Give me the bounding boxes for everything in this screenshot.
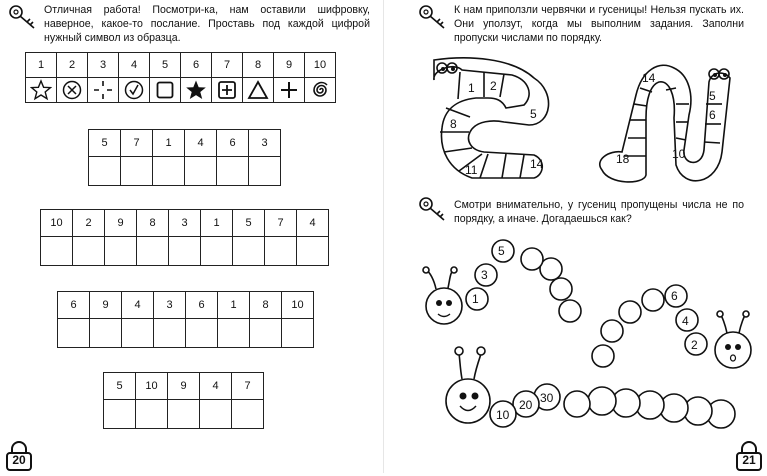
caterpillar1-number: 1	[472, 292, 479, 306]
answer-cell[interactable]	[168, 400, 200, 429]
worm1-number: 11	[465, 163, 478, 177]
caterpillar3-number: 30	[540, 391, 554, 405]
code-number: 10	[282, 292, 314, 319]
answer-cell[interactable]	[201, 237, 233, 266]
caterpillar3-number: 20	[519, 398, 533, 412]
code-number: 10	[41, 210, 73, 237]
code-number: 1	[218, 292, 250, 319]
spiral-icon	[309, 79, 331, 101]
legend-number: 5	[150, 53, 181, 78]
answer-cell[interactable]	[154, 319, 186, 348]
code-number: 5	[104, 373, 136, 400]
code-number: 6	[186, 292, 218, 319]
code-number: 4	[200, 373, 232, 400]
legend-symbol-cell	[150, 78, 181, 103]
code-number: 4	[122, 292, 154, 319]
code-number: 7	[232, 373, 264, 400]
answer-cell[interactable]	[232, 400, 264, 429]
answer-cell[interactable]	[90, 319, 122, 348]
filled-star-icon	[185, 79, 207, 101]
code-number: 4	[297, 210, 329, 237]
code-table-2	[40, 209, 329, 266]
worm1-number: 1	[468, 81, 475, 95]
answer-cell[interactable]	[105, 237, 137, 266]
answer-cell[interactable]	[186, 319, 218, 348]
answer-cell[interactable]	[218, 319, 250, 348]
legend-symbol-cell	[119, 78, 150, 103]
instruction-cipher: Отличная работа! Посмотри-ка, нам оставили шифровку, наверное, какое-то послание. Проставь под каждой цифрой нужный символ из образца.	[44, 4, 370, 44]
code-number: 9	[90, 292, 122, 319]
answer-cell[interactable]	[169, 237, 201, 266]
answer-cell[interactable]	[136, 400, 168, 429]
caterpillar2-number: 2	[691, 338, 698, 352]
worm2-number: 14	[642, 71, 656, 85]
answer-cell[interactable]	[121, 157, 153, 186]
legend-symbol-cell	[305, 78, 336, 103]
code-number: 8	[137, 210, 169, 237]
worm2-number: 10	[672, 147, 686, 161]
cipher-legend-table	[25, 52, 336, 103]
code-number: 10	[136, 373, 168, 400]
page-number-left	[4, 441, 34, 471]
caterpillar1-number: 5	[498, 244, 505, 258]
code-number: 3	[249, 130, 281, 157]
legend-number: 8	[243, 53, 274, 78]
legend-symbol-cell	[26, 78, 57, 103]
worm1-number: 5	[530, 107, 537, 121]
caterpillar-3	[446, 347, 735, 428]
answer-cell[interactable]	[89, 157, 121, 186]
caterpillar1-number: 3	[481, 268, 488, 282]
answer-cell[interactable]	[297, 237, 329, 266]
answer-cell[interactable]	[73, 237, 105, 266]
answer-cell[interactable]	[217, 157, 249, 186]
code-number: 9	[168, 373, 200, 400]
page-number-text: 21	[742, 453, 756, 467]
worm1-number: 14	[530, 157, 544, 171]
square-icon	[154, 79, 176, 101]
circle-check-icon	[123, 79, 145, 101]
right-page	[384, 0, 767, 473]
instruction-worms: К нам приползли червячки и гусеницы! Нельзя пускать их. Они уползут, когда мы выполним задания. Заполни пропуски числами по порядку.	[454, 4, 744, 44]
legend-number: 7	[212, 53, 243, 78]
worm2-number: 18	[616, 152, 630, 166]
answer-cell[interactable]	[41, 237, 73, 266]
code-number: 1	[201, 210, 233, 237]
key-icon	[8, 4, 38, 30]
answer-cell[interactable]	[153, 157, 185, 186]
legend-number: 2	[57, 53, 88, 78]
legend-number: 3	[88, 53, 119, 78]
worm1-number: 8	[450, 117, 457, 131]
star-icon	[30, 79, 52, 101]
legend-symbol-cell	[57, 78, 88, 103]
worm2-number: 5	[709, 89, 716, 103]
legend-number: 4	[119, 53, 150, 78]
answer-cell[interactable]	[200, 400, 232, 429]
page-number-text: 20	[12, 453, 26, 467]
dashed-cross-icon	[92, 79, 114, 101]
circle-x-icon	[61, 79, 83, 101]
boxed-plus-icon	[216, 79, 238, 101]
worm1-number: 2	[490, 79, 497, 93]
code-number: 1	[153, 130, 185, 157]
triangle-icon	[247, 79, 269, 101]
left-page	[0, 0, 383, 473]
answer-cell[interactable]	[104, 400, 136, 429]
answer-cell[interactable]	[185, 157, 217, 186]
code-number: 2	[73, 210, 105, 237]
code-number: 5	[89, 130, 121, 157]
legend-symbol-cell	[212, 78, 243, 103]
code-number: 9	[105, 210, 137, 237]
code-number: 5	[233, 210, 265, 237]
caterpillar3-number: 10	[496, 408, 510, 422]
legend-number: 1	[26, 53, 57, 78]
code-number: 3	[154, 292, 186, 319]
answer-cell[interactable]	[250, 319, 282, 348]
answer-cell[interactable]	[122, 319, 154, 348]
legend-symbol-cell	[181, 78, 212, 103]
answer-cell[interactable]	[233, 237, 265, 266]
code-number: 6	[58, 292, 90, 319]
legend-symbol-cell	[88, 78, 119, 103]
answer-cell[interactable]	[265, 237, 297, 266]
legend-symbol-cell	[243, 78, 274, 103]
page-number-right	[734, 441, 764, 471]
caterpillar2-number: 6	[671, 289, 678, 303]
code-number: 3	[169, 210, 201, 237]
plus-icon	[278, 79, 300, 101]
answer-cell[interactable]	[137, 237, 169, 266]
worm2-number: 6	[709, 108, 716, 122]
legend-symbol-cell	[274, 78, 305, 103]
answer-cell[interactable]	[249, 157, 281, 186]
legend-number: 9	[274, 53, 305, 78]
answer-cell[interactable]	[58, 319, 90, 348]
code-number: 7	[121, 130, 153, 157]
caterpillar2-number: 4	[682, 314, 689, 328]
answer-cell[interactable]	[282, 319, 314, 348]
code-number: 4	[185, 130, 217, 157]
legend-number: 10	[305, 53, 336, 78]
code-number: 7	[265, 210, 297, 237]
legend-number: 6	[181, 53, 212, 78]
code-table-4	[103, 372, 264, 429]
code-table-1	[88, 129, 281, 186]
code-number: 8	[250, 292, 282, 319]
instruction-caterpillars: Смотри внимательно, у гусениц пропущены числа не по порядку, а иначе. Догадаешься как?	[454, 199, 744, 225]
code-table-3	[57, 291, 314, 348]
caterpillars-illustration	[384, 0, 767, 473]
code-number: 6	[217, 130, 249, 157]
